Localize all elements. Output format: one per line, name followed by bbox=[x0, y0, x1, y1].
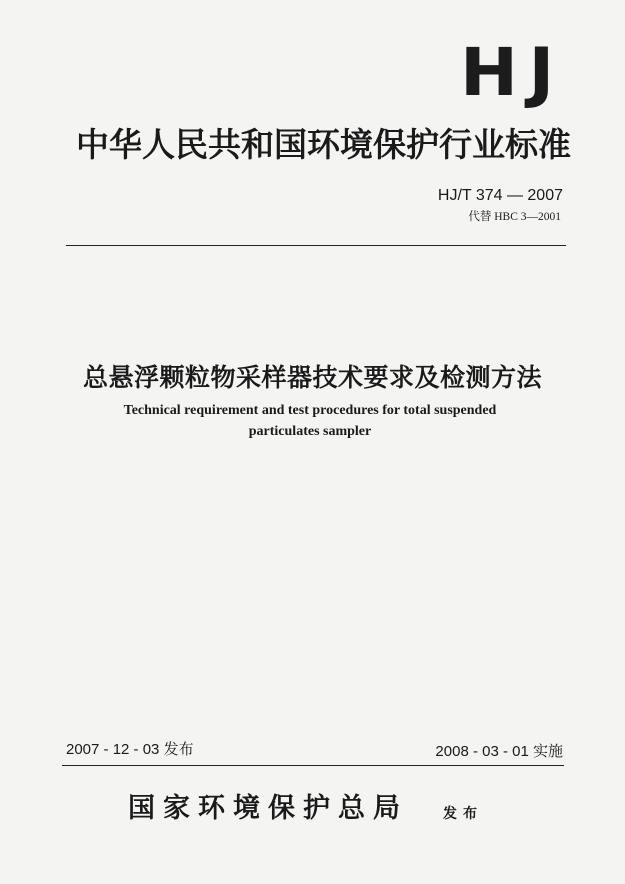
implementation-date: 2008 - 03 - 01 实施 bbox=[435, 743, 563, 760]
issued-label: 发布 bbox=[443, 806, 483, 822]
issuing-organization: 国家环境保护总局 bbox=[128, 793, 408, 824]
issuer-title: 中华人民共和国环境保护行业标准 bbox=[76, 125, 571, 164]
bottom-divider bbox=[62, 765, 564, 766]
top-divider bbox=[66, 245, 566, 246]
replaces-standard: 代替 HBC 3—2001 bbox=[468, 211, 561, 223]
document-title-english bbox=[90, 400, 530, 442]
english-title-line-2: particulates sampler bbox=[248, 424, 372, 439]
standard-number: HJ/T 374 — 2007 bbox=[437, 187, 563, 204]
hj-logo: HJ bbox=[460, 34, 565, 111]
issue-date: 2007 - 12 - 03 发布 bbox=[66, 741, 194, 758]
document-title-chinese: 总悬浮颗粒物采样器技术要求及检测方法 bbox=[82, 363, 542, 392]
english-title-line-1: Technical requirement and test procedures for total suspended bbox=[123, 403, 497, 418]
